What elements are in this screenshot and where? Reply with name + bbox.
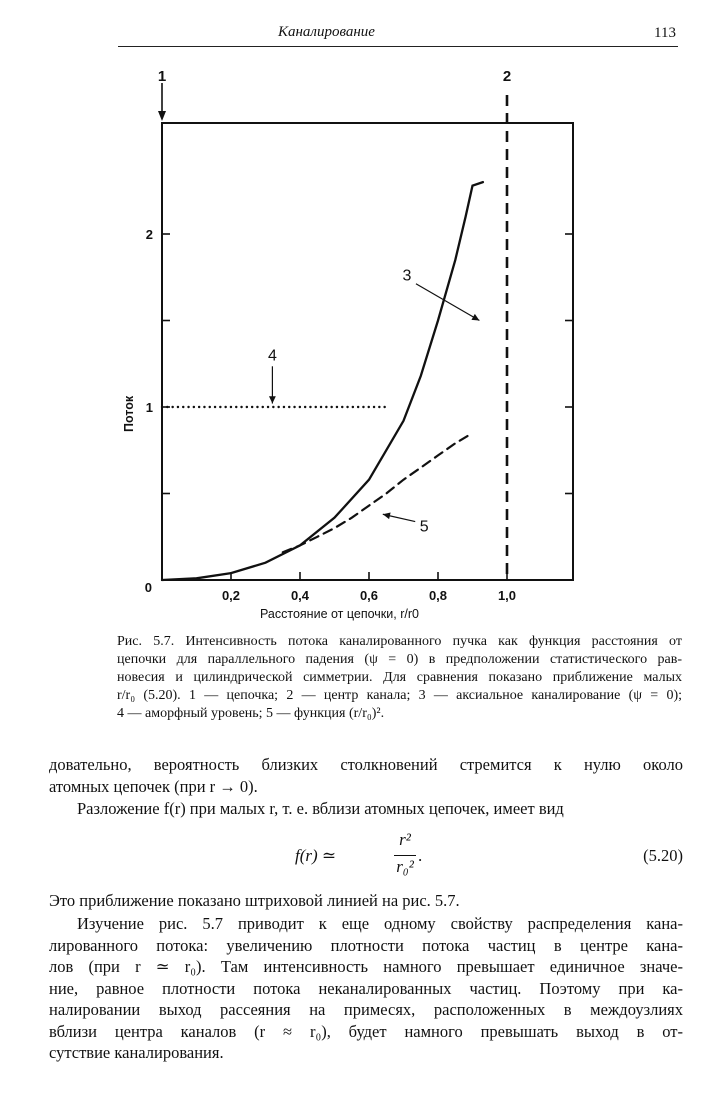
- text-line: лов (при r ≃ r₀). Там интенсивность намного превышает единичное значе-: [49, 957, 683, 976]
- caption-line: 4 — аморфный уровень; 5 — функция (r/r₀)².: [117, 706, 385, 721]
- x-tick-label: 0,8: [428, 588, 448, 603]
- text-line: лированного потока: увеличению плотности потока частиц в центре кана-: [49, 935, 683, 955]
- series-5-line: [283, 433, 473, 552]
- marker-1-arrowhead: [158, 111, 166, 121]
- equation-number: (5.20): [643, 846, 683, 865]
- text-line: налировании выход рассеяния на примесях, расположенных в междоузлиях: [49, 1000, 683, 1019]
- curve-label-4: 4: [267, 347, 277, 365]
- text-line: вблизи центра каналов (r ≈ r₀), будет намного превышать выход в от-: [49, 1021, 683, 1041]
- caption-line: r/r₀ (5.20). 1 — цепочка; 2 — центр канала; 3 — аксиальное каналирование (ψ = 0);: [117, 688, 682, 703]
- x-tick-label: 1,0: [497, 588, 517, 603]
- paragraph-study: [49, 913, 683, 1064]
- caption-line: новесия и цилиндрической симметрии. Для сравнения показано приближение малых: [117, 670, 682, 685]
- y-tick-label: 2: [145, 227, 153, 242]
- x-tick-label: 0,6: [359, 588, 379, 603]
- equation-denominator: r₀²: [396, 857, 414, 876]
- curve-label-3: 3: [402, 267, 412, 285]
- y-axis-label: Поток: [122, 395, 136, 432]
- series-3-line: [162, 182, 483, 580]
- x-tick-label: 0,4: [290, 588, 310, 603]
- figure-caption: [117, 633, 682, 723]
- plot-box: [162, 123, 573, 580]
- paragraph-expansion: [49, 798, 683, 820]
- running-title: Каналирование: [278, 24, 375, 40]
- axis-ticks: [145, 227, 573, 603]
- page-number: 113: [654, 25, 676, 41]
- curve-label-5: 5: [419, 518, 429, 536]
- curve-label-5-arrowhead: [383, 513, 391, 520]
- text-line: Это приближение показано штриховой линией на рис. 5.7.: [49, 891, 460, 910]
- equation-numerator: r²: [399, 830, 411, 849]
- marker-1-label: 1: [157, 68, 167, 85]
- plot-frame: [162, 123, 573, 580]
- paragraph-dashed-note: [49, 890, 683, 912]
- figure-5-7: [0, 60, 705, 630]
- equation-lhs: f(r) ≃: [295, 846, 337, 865]
- text-line: довательно, вероятность близких столкновений стремится к нулю около: [49, 755, 683, 774]
- series-group: [162, 182, 483, 580]
- x-axis-label: Расстояние от цепочки, r/r0: [260, 607, 419, 621]
- equation-5-20: [49, 828, 683, 890]
- paragraph-continuation: [49, 754, 683, 797]
- text-line: атомных цепочек (при r → 0).: [49, 776, 258, 796]
- text-line: Изучение рис. 5.7 приводит к еще одному свойству распределения кана-: [77, 914, 683, 933]
- caption-line: цепочки для параллельного падения (ψ = 0) в предположении статистического рав-: [117, 652, 682, 667]
- page-header: [118, 24, 678, 47]
- y-tick-label: 0: [144, 580, 152, 595]
- marker-group: [158, 68, 511, 580]
- fraction-bar: [394, 855, 416, 856]
- y-tick-label: 1: [145, 400, 153, 415]
- equation-period: .: [418, 846, 423, 865]
- x-tick-label: 0,2: [221, 588, 241, 603]
- curve-label-group: [268, 268, 479, 536]
- marker-2-label: 2: [502, 68, 512, 85]
- text-line: Разложение f(r) при малых r, т. е. вблизи атомных цепочек, имеет вид: [77, 799, 564, 818]
- curve-label-4-arrowhead: [269, 396, 276, 403]
- text-line: сутствие каналирования.: [49, 1043, 224, 1062]
- text-line: ние, равное плотности потока неканалированных частиц. Поэтому при ка-: [49, 978, 683, 998]
- caption-line: Рис. 5.7. Интенсивность потока каналированного пучка как функция расстояния от: [117, 634, 682, 649]
